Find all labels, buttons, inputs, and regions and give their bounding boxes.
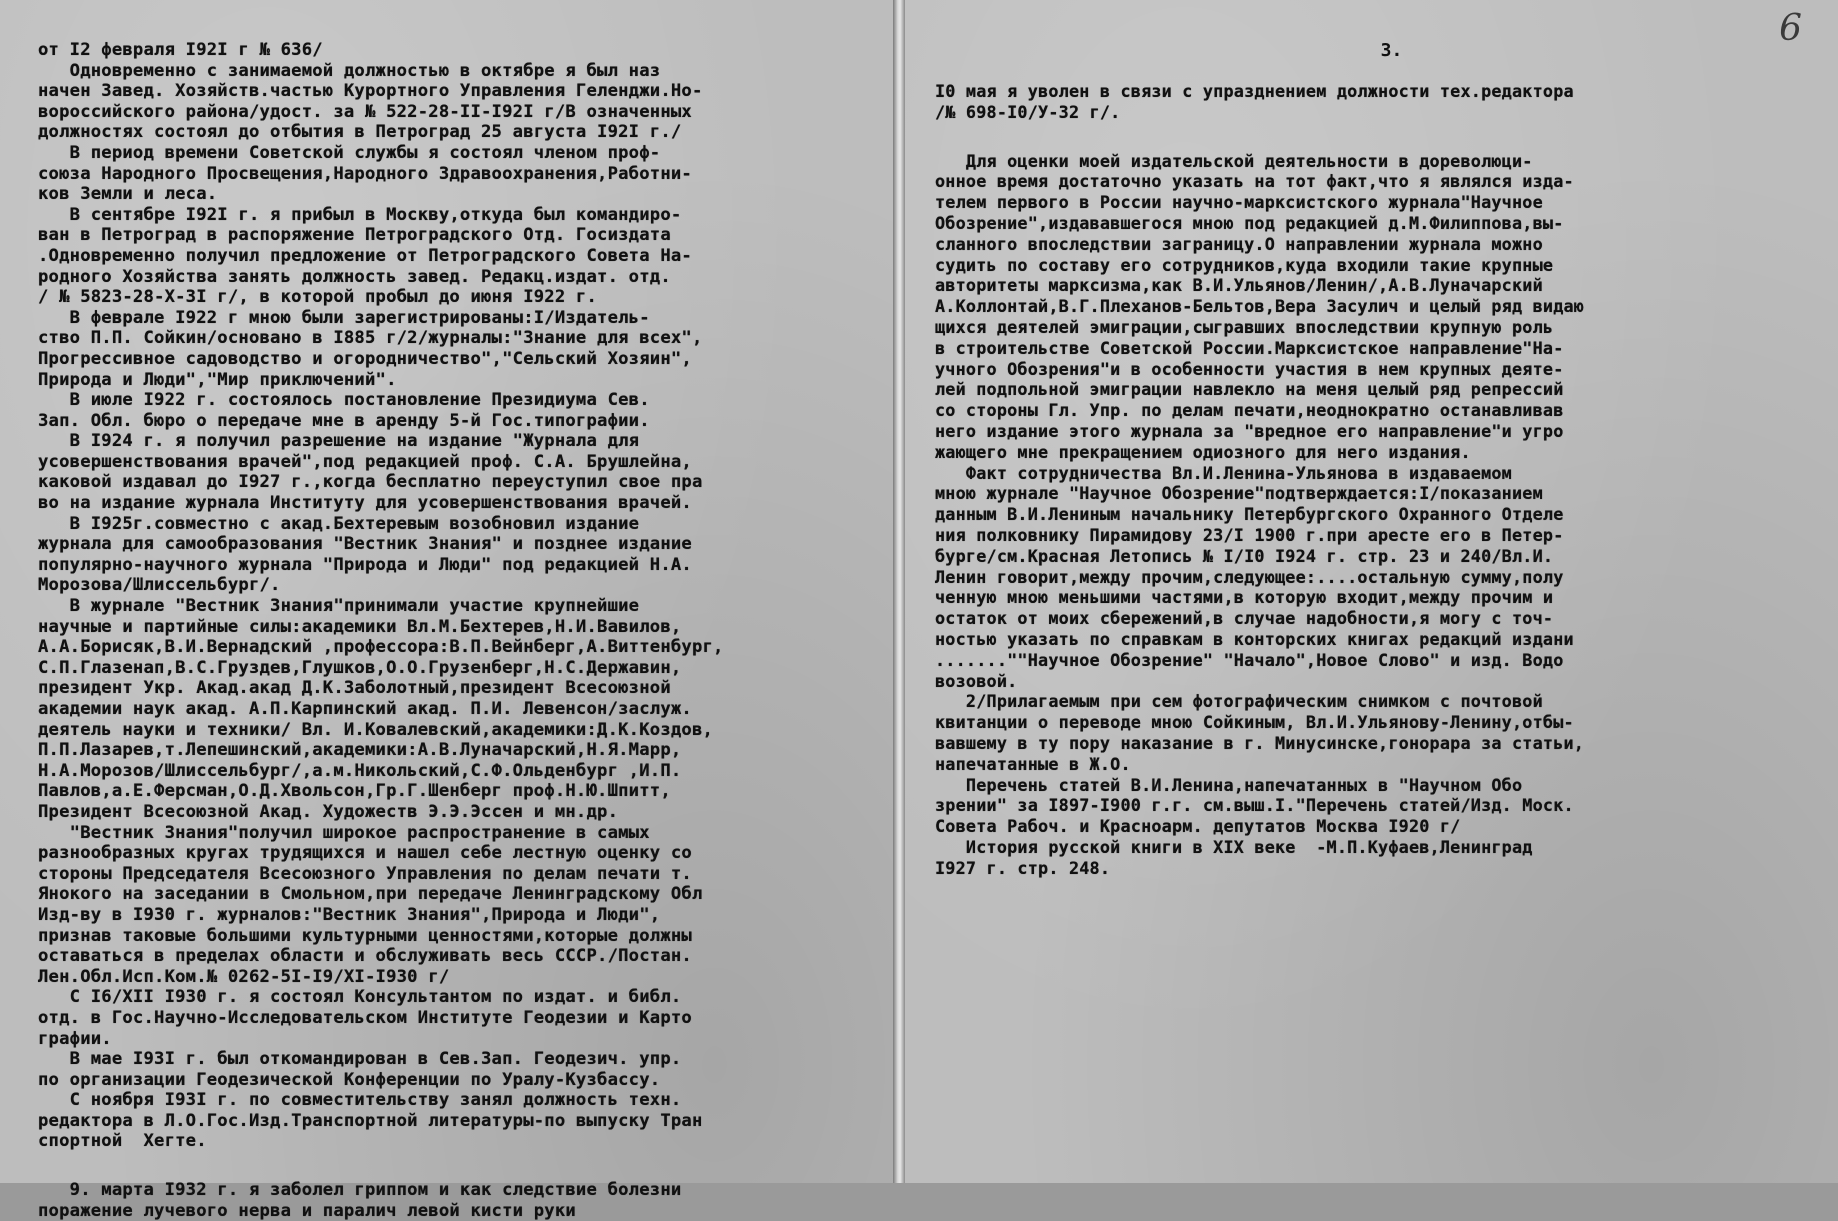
- text-line: Лен.Обл.Исп.Ком.№ 0262-5I-I9/XI-I930 г/: [38, 966, 450, 987]
- left-page: [0, 0, 893, 1221]
- text-line: В июле I922 г. состоялось постановление Президиума Сев.: [38, 390, 650, 411]
- text-line: остаток от моих сбережений,в случае надобности,я могу с точ-: [935, 608, 1554, 629]
- text-line: С I6/XII I930 г. я состоял Консультантом по издат. и библ.: [38, 987, 682, 1008]
- text-line: от I2 февраля I92I г № 636/: [38, 40, 323, 60]
- text-line: Янокого на заседании в Смольном,при передаче Ленинградскому Обл: [38, 884, 703, 905]
- text-line: .Одновременно получил предложение от Петроградского Совета На-: [38, 245, 692, 266]
- page-gutter: [893, 0, 905, 1183]
- text-line: Зап. Обл. бюро о передаче мне в аренду 5-й Гос.типографии.: [38, 410, 650, 431]
- text-line: бурге/см.Красная Летопись № I/I0 I924 г. стр. 23 и 240/Вл.И.: [935, 545, 1554, 566]
- text-line: во на издание журнала Институту для усовершенствования врачей.: [38, 493, 692, 514]
- text-line: Одновременно с занимаемой должностью в октябре я был наз: [38, 60, 661, 81]
- text-line: История русской книги в XIX веке -М.П.Куфаев,Ленинград: [935, 836, 1533, 857]
- text-line: 2/Прилагаемым при сем фотографическим снимком с почтовой: [935, 691, 1543, 712]
- text-line: вороссийского района/удост. за № 522-28-II-I92I г/В означенных: [38, 101, 692, 122]
- text-line: В период времени Советской службы я состоял членом проф-: [38, 142, 661, 163]
- text-line: Природа и Люди","Мир приключений".: [38, 369, 397, 390]
- text-line: ния полковнику Пирамидову 23/I 1900 г.при аресте его в Петер-: [935, 524, 1564, 545]
- text-line: президент Укр. Акад.акад Д.К.Заболотный,президент Всесоюзной: [38, 678, 671, 699]
- text-line: стороны Председателя Всесоюзного Управления по делам печати т.: [38, 863, 692, 884]
- text-line: В I924 г. я получил разрешение на издание "Журнала для: [38, 431, 640, 452]
- text-line: Президент Всесоюзной Акад. Художеств Э.Э.Эссен и мн.др.: [38, 801, 619, 822]
- text-line: вавшему в ту пору наказание в г. Минусинске,гонорара за статьи,: [935, 732, 1585, 753]
- text-line: лей подпольной эмиграции навлекло на меня целый ряд репрессий: [935, 379, 1564, 400]
- text-line: него издание этого журнала за "вредное его направление"и угро: [935, 420, 1564, 441]
- text-line: данным В.И.Лениным начальнику Петербургского Охранного Отделе: [935, 504, 1564, 525]
- text-line: /№ 698-I0/У-32 г/.: [935, 101, 1121, 122]
- text-line: академии наук акад. А.П.Карпинский акад. П.И. Левенсон/заслуж.: [38, 699, 692, 719]
- text-line: по организации Геодезической Конференции по Уралу-Кузбассу.: [38, 1069, 661, 1090]
- text-line: родного Хозяйства занять должность завед. Редакц.издат. отд.: [38, 266, 671, 287]
- left-page-closing: [38, 1180, 869, 1221]
- text-line: отд. в Гос.Научно-Исследовательском Институте Геодезии и Карто: [38, 1007, 692, 1028]
- text-line: напечатанные в Ж.О.: [935, 753, 1131, 774]
- text-line: мною журнале "Научное Обозрение"подтверждается:I/показанием: [935, 483, 1543, 504]
- right-page-body: [935, 151, 1808, 879]
- text-line: усовершенствования врачей",под редакцией проф. С.А. Брушлейна,: [38, 451, 692, 472]
- text-line: сланного впоследствии заграницу.О направлении журнала можно: [935, 233, 1543, 254]
- text-line: Для оценки моей издательской деятельности в дореволюци-: [935, 150, 1533, 171]
- archive-page-number: 6: [1779, 8, 1802, 49]
- text-line: Изд-ву в I930 г. журналов:"Вестник Знания",Природа и Люди",: [38, 904, 661, 925]
- text-line: В феврале I922 г мною были зарегистрированы:I/Издатель-: [38, 307, 650, 328]
- text-line: Прогрессивное садоводство и огородничество","Сельский Хозяин",: [38, 348, 692, 369]
- text-line: С ноября I93I г. по совместительству занял должность техн.: [38, 1090, 682, 1111]
- text-line: жающего мне прекращением одиозного для него издания.: [935, 441, 1471, 462]
- text-line: в строительстве Советской России.Марксистское направление"На-: [935, 337, 1564, 358]
- text-line: учного Обозрения"и в особенности участия в нем крупных деяте-: [935, 358, 1564, 379]
- text-line: зрении" за I897-I900 г.г. см.выш.I."Перечень статей/Изд. Моск.: [935, 795, 1574, 816]
- text-line: Обозрение",издававшегося мною под редакцией д.М.Филиппова,вы-: [935, 212, 1564, 233]
- text-line: графии.: [38, 1028, 112, 1049]
- text-line: телем первого в России научно-марксистского журнала"Научное: [935, 192, 1543, 213]
- text-line: спортной Хегте.: [38, 1131, 207, 1152]
- left-page-body: [38, 40, 869, 1152]
- right-page: [905, 0, 1838, 1183]
- text-line: В I925г.совместно с акад.Бехтеревым возобновил издание: [38, 513, 640, 534]
- text-line: 9. марта I932 г. я заболел гриппом и как следствие болезни: [38, 1180, 682, 1201]
- text-line: журнала для самообразования "Вестник Знания" и позднее издание: [38, 534, 692, 555]
- spacer: [38, 1152, 869, 1180]
- page-number: 3.: [1380, 40, 1403, 61]
- text-line: "Вестник Знания"получил широкое распространение в самых: [38, 822, 650, 843]
- text-line: поражение лучевого нерва и паралич левой кисти руки: [38, 1200, 576, 1221]
- text-line: А.А.Борисяк,В.И.Вернадский ,профессора:В.П.Вейнберг,А.Виттенбург,: [38, 637, 724, 658]
- text-line: авторитеты марксизма,как В.И.Ульянов/Ленин/,А.В.Луначарский: [935, 275, 1543, 296]
- text-line: ван в Петроград в распоряжение Петроградского Отд. Госиздата: [38, 225, 671, 246]
- text-line: начен Завед. Хозяйств.частью Курортного Управления Геленджи.Но-: [38, 81, 703, 102]
- text-line: Павлов,а.Е.Ферсман,О.Д.Хвольсон,Гр.Г.Шенберг проф.Н.Ю.Шпитт,: [38, 781, 671, 802]
- text-line: А.Коллонтай,В.Г.Плеханов-Бельтов,Вера Засулич и целый ряд видаю: [935, 296, 1585, 317]
- text-line: В журнале "Вестник Знания"принимали участие крупнейшие: [38, 596, 640, 617]
- text-line: ство П.П. Сойкин/основано в I885 г/2/журналы:"Знание для всех",: [38, 328, 703, 349]
- text-line: союза Народного Просвещения,Народного Здравоохранения,Работни-: [38, 163, 692, 184]
- text-line: I927 г. стр. 248.: [935, 857, 1111, 878]
- text-line: признав таковые большими культурными ценностями,которые должны: [38, 925, 692, 946]
- text-line: со стороны Гл. Упр. по делам печати,неоднократно останавливав: [935, 400, 1564, 421]
- text-line: В мае I93I г. был откомандирован в Сев.Зап. Геодезич. упр.: [38, 1049, 682, 1070]
- text-line: какoвой издавал до I927 г.,когда бесплатно переуступил свое пра: [38, 472, 703, 493]
- text-line: должностях состоял до отбытия в Петроград 25 августа I92I г./: [38, 122, 682, 143]
- text-line: квитанции о переводе мною Сойкиным, Вл.И.Ульянову-Ленину,отбы-: [935, 712, 1574, 733]
- text-line: популярно-научного журнала "Природа и Люди" под редакцией Н.А.: [38, 554, 692, 575]
- text-line: деятель науки и техники/ Вл. И.Ковалевский,академики:Д.К.Коздов,: [38, 719, 714, 740]
- text-line: оставаться в пределах области и обслуживать весь СССР./Постан.: [38, 946, 692, 967]
- text-line: ков Земли и леса.: [38, 184, 218, 205]
- text-line: .......""Научное Обозрение" "Начало",Новое Слово" и изд. Водо: [935, 649, 1564, 670]
- text-line: разнообразных кругах трудящихся и нашел себе лестную оценку со: [38, 843, 692, 864]
- text-line: щихся деятелей эмиграции,сыгравших впоследствии крупную роль: [935, 316, 1554, 337]
- text-line: Факт сотрудничества Вл.И.Ленина-Ульянова в издаваемом: [935, 462, 1512, 483]
- text-line: Перечень статей В.И.Ленина,напечатанных в "Научном Обо: [935, 774, 1523, 795]
- text-line: С.П.Глазенап,В.С.Груздев,Глушков,О.О.Грузенберг,Н.С.Державин,: [38, 657, 682, 678]
- text-line: Ленин говорит,между прочим,следующее:....остальную сумму,полу: [935, 566, 1564, 587]
- text-line: / № 5823-28-X-3I г/, в которой пробыл до июня I922 г.: [38, 287, 598, 308]
- text-line: I0 мая я уволен в связи с упразднением должности тех.редактора: [935, 81, 1574, 101]
- right-page-intro: [935, 81, 1808, 123]
- text-line: Н.А.Морозов/Шлиссельбург/,а.м.Никольский,С.Ф.Ольденбург ,И.П.: [38, 760, 682, 781]
- text-line: Совета Рабоч. и Красноарм. депутатов Москва I920 г/: [935, 816, 1461, 837]
- text-line: онное время достаточно указать на тот факт,что я являлся изда-: [935, 171, 1574, 192]
- text-line: П.П.Лазарев,т.Лепешинский,академики:А.В.Луначарский,Н.Я.Марр,: [38, 740, 682, 761]
- text-line: В сентябре I92I г. я прибыл в Москву,откуда был командиро-: [38, 204, 682, 225]
- text-line: возовой.: [935, 670, 1018, 691]
- text-line: судить по составу его сотрудников,куда входили такие крупные: [935, 254, 1554, 275]
- text-line: редактора в Л.О.Гос.Изд.Транспортной литературы-по выпуску Тран: [38, 1110, 703, 1131]
- text-line: ностью указать по справкам в конторских книгах редакций издани: [935, 628, 1574, 649]
- text-line: ченную мною меньшими частями,в которую входит,между прочим и: [935, 587, 1554, 608]
- text-line: Морозова/Шлиссельбург/.: [38, 575, 281, 596]
- text-line: научные и партийные силы:академики Вл.М.Бехтерев,Н.И.Вавилов,: [38, 616, 682, 637]
- spacer: [935, 123, 1808, 151]
